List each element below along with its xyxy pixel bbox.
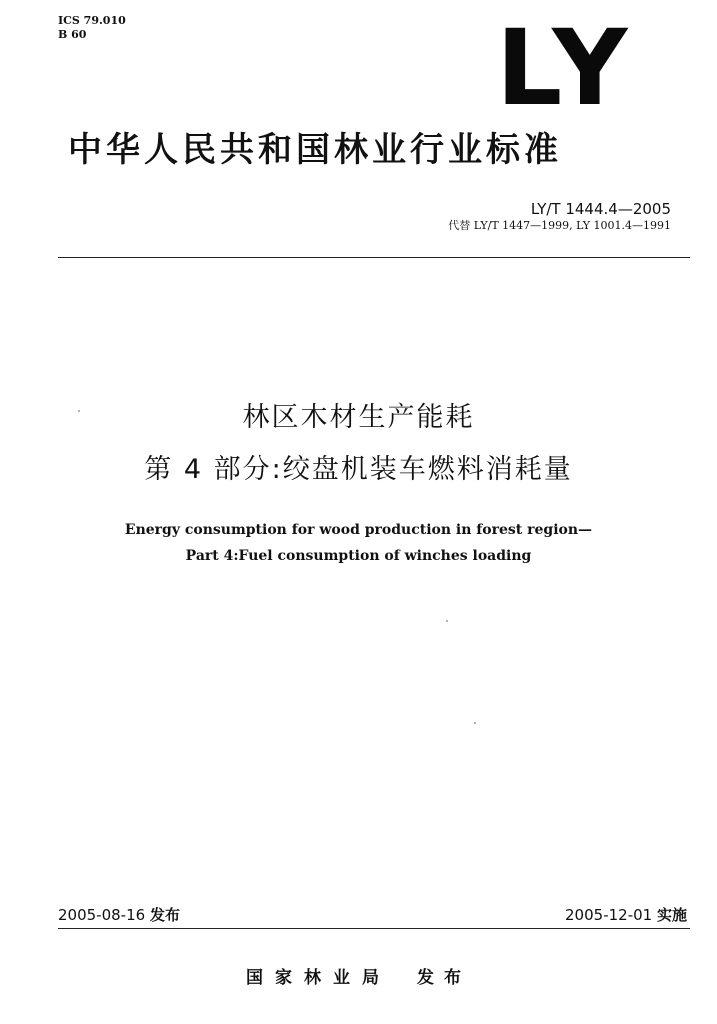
issue-date-block [58,905,180,925]
ics-code: ICS 79.010 [58,14,126,27]
implement-date: 2005-12-01 [565,906,653,924]
issuer-org: 国家林业局 [246,968,391,988]
implement-label: 实施 [656,906,687,924]
classification-codes [58,14,126,42]
supersedes-note: 代替 LY/T 1447—1999, LY 1001.4—1991 [448,219,671,232]
standard-number: LY/T 1444.4—2005 [530,200,671,218]
title-en-line2: Part 4:Fuel consumption of winches loading [185,548,532,564]
ccs-code: B 60 [58,28,87,41]
implement-date-block [565,905,687,925]
issuer-action: 发布 [417,968,471,988]
top-divider [58,257,690,258]
issuer-line [0,966,717,990]
title-en-line1: Energy consumption for wood production in forest region— [124,522,593,538]
scan-speck [446,620,448,622]
title-zh-line1: 林区木材生产能耗 [242,402,475,433]
bottom-divider [58,928,690,929]
title-zh-line2: 第 4 部分:绞盘机装车燃料消耗量 [144,454,573,485]
industry-standard-title: 中华人民共和国林业行业标准 [68,130,562,170]
issue-date: 2005-08-16 [58,906,146,924]
issue-label: 发布 [149,906,180,924]
scan-speck [474,722,476,724]
ly-logo: LY [496,7,634,129]
